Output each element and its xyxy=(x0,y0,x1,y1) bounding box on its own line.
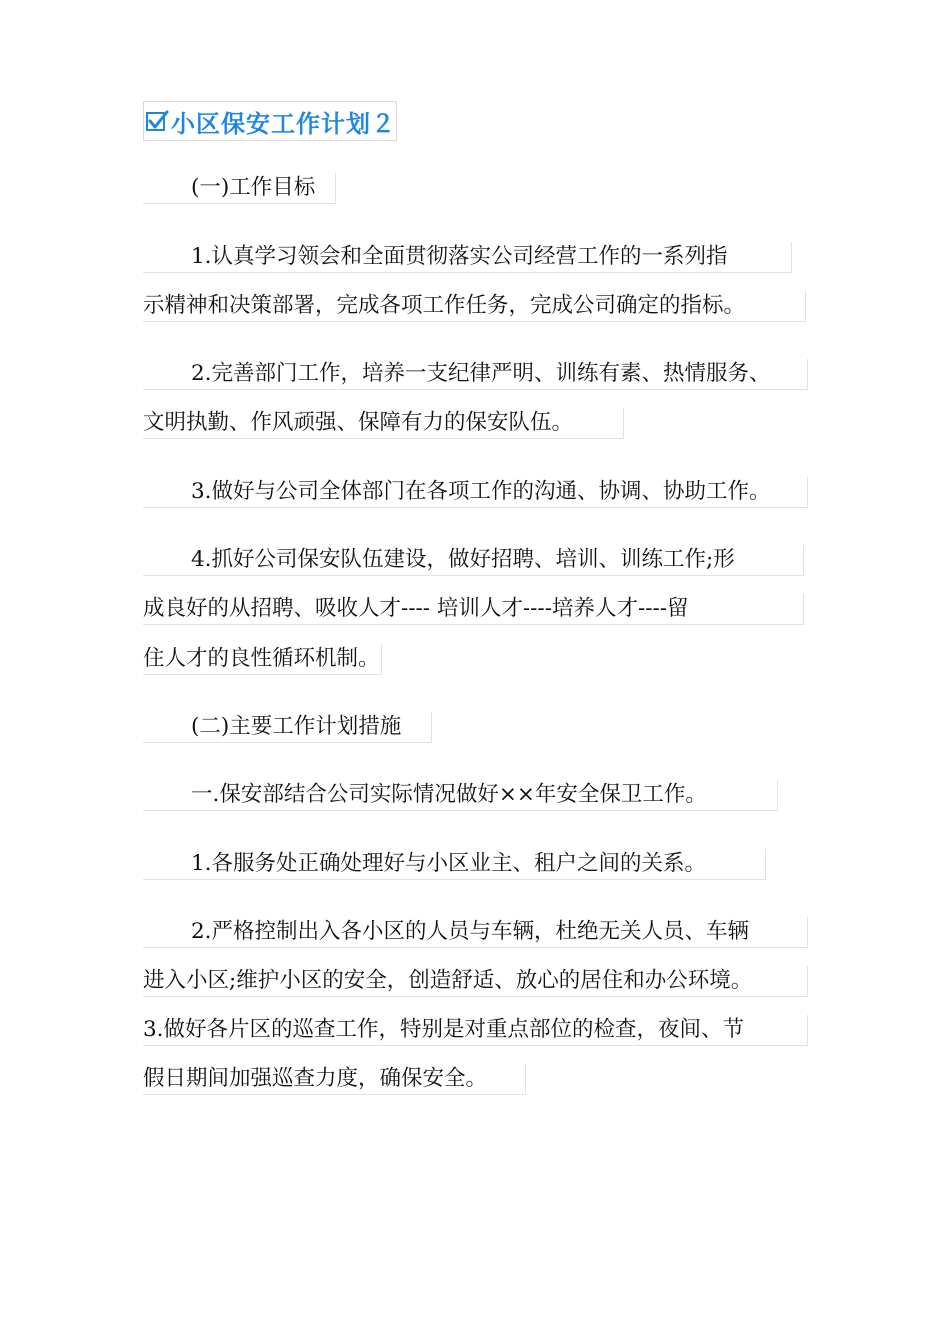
paragraph-line: 1.各服务处正确处理好与小区业主、租户之间的关系。 xyxy=(143,849,766,880)
paragraph-line: 假日期间加强巡查力度，确保安全。 xyxy=(143,1064,526,1095)
paragraph-line: 3.做好与公司全体部门在各项工作的沟通、协调、协助工作。 xyxy=(143,477,808,508)
paragraph-line: 2.严格控制出入各小区的人员与车辆，杜绝无关人员、车辆 xyxy=(143,917,808,948)
section-title xyxy=(143,101,397,141)
paragraph-line: 1.认真学习领会和全面贯彻落实公司经营工作的一系列指 xyxy=(143,242,792,273)
paragraph-line: 3.做好各片区的巡查工作，特别是对重点部位的检查，夜间、节 xyxy=(143,1015,808,1046)
paragraph-line: 进入小区;维护小区的安全，创造舒适、放心的居住和办公环境。 xyxy=(143,966,808,997)
paragraph-line: 2.完善部门工作，培养一支纪律严明、训练有素、热情服务、 xyxy=(143,359,808,390)
heading-work-goals: (一)工作目标 xyxy=(143,173,336,204)
paragraph-line: 住人才的良性循环机制。 xyxy=(143,644,382,675)
title-text: 小区保安工作计划２ xyxy=(171,108,396,138)
checkbox-check-icon xyxy=(145,109,169,133)
paragraph-line: 一.保安部结合公司实际情况做好××年安全保卫工作。 xyxy=(143,780,778,811)
paragraph-line: 示精神和决策部署，完成各项工作任务，完成公司确定的指标。 xyxy=(143,291,806,322)
heading-main-measures: (二)主要工作计划措施 xyxy=(143,712,432,743)
paragraph-line: 4.抓好公司保安队伍建设，做好招聘、培训、训练工作;形 xyxy=(143,545,804,576)
paragraph-line: 成良好的从招聘、吸收人才---- 培训人才----培养人才----留 xyxy=(143,594,804,625)
paragraph-line: 文明执勤、作风顽强、保障有力的保安队伍。 xyxy=(143,408,624,439)
